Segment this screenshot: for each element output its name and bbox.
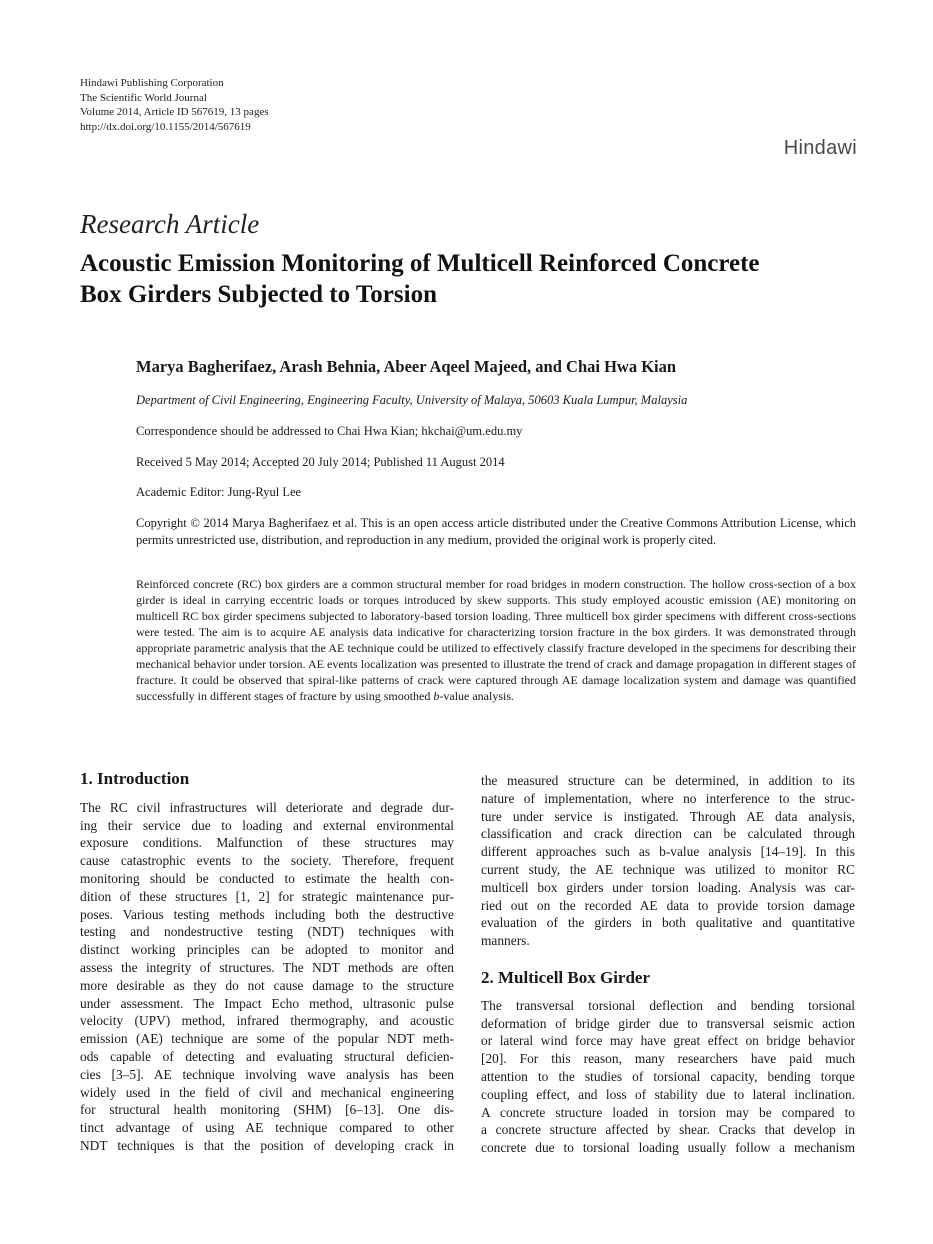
hindawi-logo: Hindawi bbox=[783, 137, 857, 159]
publisher: Hindawi Publishing Corporation bbox=[80, 77, 224, 89]
article-title bbox=[80, 248, 870, 310]
text-line: for structural health monitoring (SHM) [6–13]. One dis- bbox=[80, 1102, 454, 1118]
journal-header bbox=[80, 76, 269, 134]
text-line: distinct working principles can be adopted to monitor and bbox=[80, 942, 454, 958]
text-line: The RC civil infrastructures will deteriorate and degrade dur- bbox=[80, 799, 454, 815]
affiliation: Department of Civil Engineering, Engineering Faculty, University of Malaya, 50603 Kuala Lumpur, Malaysia bbox=[136, 393, 688, 407]
text-line: NDT techniques is that the position of developing crack in bbox=[80, 1137, 454, 1153]
text-line: widely used in the field of civil and mechanical engineering bbox=[80, 1084, 454, 1100]
section-heading-multicell-box-girder: 2. Multicell Box Girder bbox=[481, 967, 651, 987]
text-line: ing their service due to loading and external environmental bbox=[80, 817, 454, 833]
doi-link[interactable]: http://dx.doi.org/10.1155/2014/567619 bbox=[80, 120, 251, 133]
text-line: dition of these structures [1, 2] for strategic maintenance pur- bbox=[80, 888, 454, 904]
text-line: The transversal torsional deflection and bending torsional bbox=[481, 997, 855, 1013]
text-line: nature of implementation, where no interference to the struc- bbox=[481, 790, 855, 806]
text-line: tinct advantage of using AE technique compared to other bbox=[80, 1120, 454, 1136]
title-line-2: Box Girders Subjected to Torsion bbox=[80, 281, 437, 308]
text-line: current study, the AE technique was utilized to monitor RC bbox=[481, 861, 855, 877]
text-line: attention to the studies of torsional capacity, bending torque bbox=[481, 1068, 855, 1084]
left-column bbox=[80, 770, 454, 1155]
text-line: velocity (UPV) method, infrared thermography, and acoustic bbox=[80, 1013, 454, 1029]
copyright-notice: Copyright © 2014 Marya Bagherifaez et al. This is an open access article distributed under the Creative Commons Attribution License, which permits unrestricted use, distribution, and reproduction in any medium, provided the original work is properly cited. bbox=[136, 516, 856, 547]
text-line: different approaches such as b-value analysis [14–19]. In this bbox=[481, 844, 855, 860]
text-line: or lateral wind force may have great effect on bridge behavior bbox=[481, 1033, 855, 1049]
text-line: multicell box girders under torsion loading. Analysis was car- bbox=[481, 879, 855, 895]
abstract: Reinforced concrete (RC) box girders are a common structural member for road bridges in modern construction. The hollow cross-section of a box girder is ideal in carrying eccentric loads or torques introduced by skew supports. This study employed acoustic emission (AE) monitoring on multicell RC box girder specimens subjected to laboratory-based torsion loading. Three multicell box girder specimens with different cross-sections were tested. The aim is to acquire AE analysis data indicative for characterizing torsion fracture in the box girders. It was demonstrated through appropriate parametric analysis that the AE technique could be utilized to effectively classify fracture developed in the specimens for describing their mechanical behavior under torsion. AE events localization was presented to illustrate the trend of crack and damage propagation in different stages of fracture. It could be observed that spiral-like patterns of crack were captured through AE damage localization system and damage was quantified successfully in different stages of fracture by using smoothed b-value analysis. bbox=[136, 577, 856, 703]
title-line-1: Acoustic Emission Monitoring of Multicell Reinforced Concrete bbox=[80, 250, 760, 277]
section-heading-introduction: 1. Introduction bbox=[80, 769, 190, 788]
text-line: emission (AE) technique are some of the popular NDT meth- bbox=[80, 1031, 454, 1047]
journal-name: The Scientific World Journal bbox=[80, 91, 207, 104]
article-type: Research Article bbox=[80, 209, 260, 239]
text-line: more desirable as they do not cause damage to the structure bbox=[80, 977, 454, 993]
publication-dates: Received 5 May 2014; Accepted 20 July 2014; Published 11 August 2014 bbox=[136, 455, 505, 469]
volume-line: Volume 2014, Article ID 567619, 13 pages bbox=[80, 106, 269, 118]
text-line: ried out on the recorded AE data to provide torsion damage bbox=[481, 897, 855, 913]
text-line: assess the integrity of structures. The NDT methods are often bbox=[80, 959, 454, 975]
text-line: cause catastrophic events to the society. Therefore, frequent bbox=[80, 853, 454, 869]
multicell-box-girder-text bbox=[481, 997, 855, 1157]
author-list: Marya Bagherifaez, Arash Behnia, Abeer Aqeel Majeed, and Chai Hwa Kian bbox=[136, 357, 677, 376]
text-line: [20]. For this reason, many researchers have paid much bbox=[481, 1051, 855, 1067]
text-line: A concrete structure loaded in torsion may be compared to bbox=[481, 1104, 855, 1120]
text-line: a concrete structure affected by shear. Cracks that develop in bbox=[481, 1122, 855, 1138]
academic-editor: Academic Editor: Jung-Ryul Lee bbox=[136, 485, 302, 499]
text-line: concrete due to torsional loading usually follow a mechanism bbox=[481, 1140, 855, 1156]
text-line: classification and crack direction can be calculated through bbox=[481, 826, 855, 842]
text-line: poses. Various testing methods including both the destructive bbox=[80, 906, 454, 922]
text-line: deformation of bridge girder due to transversal seismic action bbox=[481, 1015, 855, 1031]
text-line: ture under service is instigated. Through AE data analysis, bbox=[481, 808, 855, 824]
text-line: cies [3–5]. AE technique involving wave analysis has been bbox=[80, 1066, 454, 1082]
introduction-text-continued bbox=[481, 772, 855, 950]
text-line: manners. bbox=[481, 933, 530, 949]
right-column bbox=[481, 772, 855, 1157]
text-line: monitoring should be conducted to estimate the health con- bbox=[80, 870, 454, 886]
text-line: exposure conditions. Malfunction of these structures may bbox=[80, 835, 454, 851]
text-line: coupling effect, and loss of stability due to lateral inclination. bbox=[481, 1086, 855, 1102]
text-line: the measured structure can be determined, in addition to its bbox=[481, 773, 855, 788]
text-line: testing and nondestructive testing (NDT) techniques with bbox=[80, 924, 454, 940]
text-line: under assessment. The Impact Echo method, ultrasonic pulse bbox=[80, 995, 454, 1011]
text-line: ods capable of detecting and evaluating structural deficien- bbox=[80, 1048, 454, 1064]
text-line: evaluation of the girders in both qualitative and quantitative bbox=[481, 915, 855, 931]
correspondence: Correspondence should be addressed to Chai Hwa Kian; hkchai@um.edu.my bbox=[136, 424, 523, 438]
introduction-text bbox=[80, 799, 454, 1155]
